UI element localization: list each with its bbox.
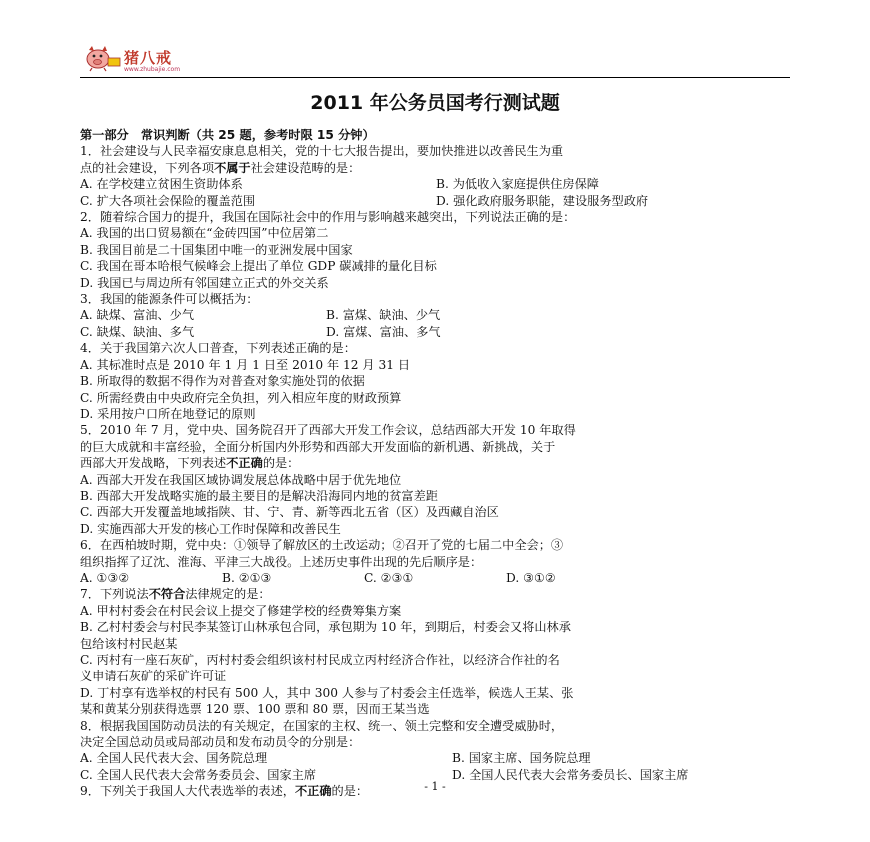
option: 义申请石灰矿的采矿许可证 (80, 669, 227, 684)
question-8-stem: 8．根据我国国防动员法的有关规定，在国家的主权、统一、领土完整和安全遭受威胁时， (80, 718, 564, 733)
question-5-stem: 的巨大成就和丰富经验，全面分析国内外形势和西部大开发面临的新机遇、新挑战，关于 (80, 439, 556, 454)
question-9-stem: 9．下列关于我国人大代表选举的表述，不正确的是： (80, 784, 369, 799)
option: C. 所需经费由中央政府完全负担，列入相应年度的财政预算 (80, 390, 402, 405)
option: A. 我国的出口贸易额在“金砖四国”中位居第二 (80, 226, 329, 241)
option: C. 我国在哥本哈根气候峰会上提出了单位 GDP 碳减排的量化目标 (80, 259, 437, 274)
question-3-options (80, 324, 792, 340)
option: B. 国家主席、国务院总理 (452, 751, 591, 766)
option: A. 其标准时点是 2010 年 1 月 1 日至 2010 年 12 月 31 日 (80, 357, 411, 372)
header-rule (80, 77, 790, 78)
option: D. 丁村享有选举权的村民有 500 人，其中 300 人参与了村委会主任选举，候选人王某、张 (80, 685, 574, 700)
option: D. 富煤、富油、多气 (326, 324, 441, 339)
logo (84, 44, 181, 73)
logo-url: www.zhubajie.com (124, 66, 181, 73)
option: A. 缺煤、富油、少气 (80, 308, 195, 323)
option: D. 全国人民代表大会常务委员长、国家主席 (452, 767, 689, 782)
option: B. ②①③ (222, 570, 272, 585)
question-3-stem: 3．我国的能源条件可以概括为： (80, 292, 259, 307)
question-5-stem: 西部大开发战略，下列表述不正确的是： (80, 456, 300, 471)
option: B. 西部大开发战略实施的最主要目的是解决沿海同内地的贫富差距 (80, 488, 438, 503)
option: C. ②③① (364, 570, 414, 585)
option: A. 在学校建立贫困生资助体系 (80, 177, 243, 192)
section-heading: 第一部分 常识判断（共 25 题，参考时限 15 分钟） (80, 128, 375, 142)
option: D. ③①② (506, 570, 556, 585)
question-8-options (80, 750, 792, 766)
option: B. 所取得的数据不得作为对普查对象实施处罚的依据 (80, 374, 365, 389)
question-1-stem: 1．社会建设与人民幸福安康息息相关，党的十七大报告提出，要加快推进以改善民生为重 (80, 144, 564, 159)
option: C. 全国人民代表大会常务委员会、国家主席 (80, 767, 317, 782)
question-6-options (80, 570, 792, 586)
option: A. 西部大开发在我国区域协调发展总体战略中居于优先地位 (80, 472, 402, 487)
option: B. 乙村村委会与村民李某签订山林承包合同，承包期为 10 年，到期后，村委会又将山林承 (80, 620, 571, 635)
option: 某和黄某分别获得选票 120 票、100 票和 80 票，因而王某当选 (80, 702, 430, 717)
logo-text: 猪八戒 (124, 48, 173, 67)
option: D. 我国已与周边所有邻国建立正式的外交关系 (80, 275, 329, 290)
pig-mascot-icon (84, 44, 122, 70)
question-1-stem: 点的社会建设，下列各项不属于社会建设范畴的是： (80, 160, 361, 175)
question-6-stem: 6．在西柏坡时期，党中央：①领导了解放区的土改运动；②召开了党的七届二中全会；③ (80, 538, 564, 553)
option: A. 全国人民代表大会、国务院总理 (80, 751, 268, 766)
option: D. 采用按户口所在地登记的原则 (80, 406, 256, 421)
option: B. 富煤、缺油、少气 (326, 308, 441, 323)
option: A. 甲村村委会在村民会议上提交了修建学校的经费筹集方案 (80, 603, 402, 618)
option: D. 强化政府服务职能，建设服务型政府 (436, 193, 649, 208)
question-7-stem: 7．下列说法不符合法律规定的是： (80, 587, 271, 602)
option: C. 扩大各项社会保险的覆盖范围 (80, 193, 256, 208)
option: D. 实施西部大开发的核心工作时保障和改善民生 (80, 521, 341, 536)
question-8-stem: 决定全国总动员或局部动员和发布动员令的分别是： (80, 735, 361, 750)
question-1-options (80, 193, 792, 209)
option: C. 西部大开发覆盖地域指陕、甘、宁、青、新等西北五省（区）及西藏自治区 (80, 505, 499, 520)
question-6-stem: 组织指挥了辽沈、淮海、平津三大战役。上述历史事件出现的先后顺序是： (80, 554, 483, 569)
question-2-stem: 2．随着综合国力的提升，我国在国际社会中的作用与影响越来越突出，下列说法正确的是： (80, 210, 576, 225)
option: B. 我国目前是二十国集团中唯一的亚洲发展中国家 (80, 242, 353, 257)
option: C. 缺煤、缺油、多气 (80, 324, 195, 339)
option: 包给该村村民赵某 (80, 636, 178, 651)
question-4-stem: 4．关于我国第六次人口普查，下列表述正确的是： (80, 341, 356, 356)
question-1-options (80, 176, 792, 192)
document-body (80, 127, 792, 800)
option: B. 为低收入家庭提供住房保障 (436, 177, 599, 192)
page-number: - 1 - (424, 780, 446, 793)
option: C. 丙村有一座石灰矿，丙村村委会组织该村村民成立丙村经济合作社，以经济合作社的名 (80, 653, 560, 667)
question-5-stem: 5．2010 年 7 月，党中央、国务院召开了西部大开发工作会议，总结西部大开发 10 年取得 (80, 423, 576, 438)
document-title: 2011 年公务员国考行测试题 (310, 92, 560, 114)
option: A. ①③② (80, 570, 130, 585)
question-3-options (80, 307, 792, 323)
